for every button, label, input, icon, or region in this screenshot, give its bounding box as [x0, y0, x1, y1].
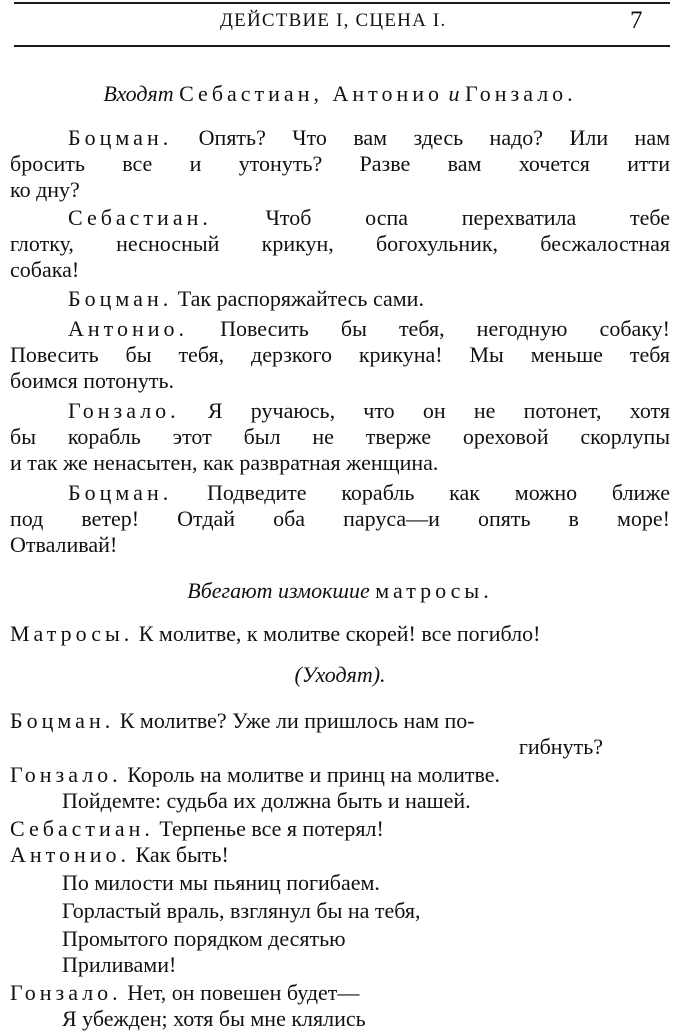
speech-text: Повесить бы тебя, негодную собаку!: [220, 316, 670, 341]
speech-line: [68, 125, 670, 151]
speech-line: и так же ненасытен, как развратная женщина.: [10, 450, 439, 475]
speaker-name: Антонио.: [10, 842, 131, 867]
verse-line: Приливами!: [62, 952, 177, 977]
stage-direction-sailors: [10, 578, 670, 604]
verse-text: Как быть!: [135, 842, 229, 867]
verse-text: Король на молитве и принц на молитве.: [127, 762, 500, 787]
verse-text: Нет, он повешен будет—: [127, 980, 360, 1005]
speech-line: ко дну?: [10, 177, 80, 202]
stage-conjunction: и: [448, 81, 460, 106]
stage-action: Входят: [103, 81, 174, 106]
verse-line: [10, 980, 670, 1006]
speech-text: Я ручаюсь, что он не потонет, хотя: [207, 398, 670, 423]
speech-line: бросить все и утонуть? Разве вам хочется итти: [10, 151, 670, 176]
verse-line: Промытого порядком десятью: [62, 926, 346, 951]
speech-line: под ветер! Отдай оба паруса—и опять в море!: [10, 506, 670, 531]
speech-line: бы корабль этот был не тверже ореховой скорлупы: [10, 424, 670, 449]
speaker-name: Матросы.: [10, 621, 134, 646]
verse-line: [10, 762, 670, 788]
speech-text: Опять? Что вам здесь надо? Или нам: [198, 125, 671, 150]
speech-line: [68, 205, 670, 231]
speech-text: Так распоряжайтесь сами.: [177, 286, 424, 311]
speaker-name: Боцман.: [68, 480, 173, 505]
verse-line: Горластый враль, взглянул бы на тебя,: [62, 898, 421, 923]
speaker-name: Гонзало.: [10, 980, 122, 1005]
speech-line: собака!: [10, 257, 80, 282]
speaker-name: Себастиан.: [68, 205, 212, 230]
speech-line: [68, 316, 670, 342]
speech-text: Чтоб оспа перехватила тебе: [265, 205, 670, 230]
speech-line: [68, 398, 670, 424]
speaker-name: Гонзало.: [68, 398, 180, 423]
verse-line: По милости мы пьяниц погибаем.: [62, 870, 380, 895]
header-top-rule: [14, 2, 670, 4]
character-name: матросы.: [375, 578, 493, 603]
running-head: ДЕЙСТВИЕ I, СЦЕНА I.: [220, 10, 447, 31]
speech-line: [10, 621, 670, 647]
verse-line: [10, 816, 670, 842]
verse-line: [10, 708, 670, 734]
verse-text: Терпенье все я потерял!: [159, 816, 384, 841]
speech-text: К молитве, к молитве скорей! все погибло!: [138, 621, 541, 646]
stage-direction-exit: (Уходят).: [294, 662, 386, 687]
speaker-name: Гонзало.: [10, 762, 122, 787]
stage-direction-enter: [10, 81, 670, 107]
header-bottom-rule: [14, 45, 670, 47]
speech-text: Подведите корабль как можно ближе: [207, 480, 671, 505]
speech-line: Отваливай!: [10, 532, 118, 557]
speaker-name: Себастиан.: [10, 816, 154, 841]
verse-line: [10, 842, 670, 868]
speaker-name: Антонио.: [68, 316, 189, 341]
speaker-name: Боцман.: [68, 286, 173, 311]
speech-line: [68, 286, 670, 312]
verse-line: Пойдемте: судьба их должна быть и нашей.: [62, 788, 471, 813]
verse-line: гибнуть?: [518, 734, 603, 759]
speaker-name: Боцман.: [68, 125, 173, 150]
speech-line: глотку, несносный крикун, богохульник, бесжалостная: [10, 231, 670, 256]
speech-line: [68, 480, 670, 506]
speech-line: Повесить бы тебя, дерзкого крикуна! Мы меньше тебя: [10, 342, 670, 367]
speaker-name: Боцман.: [10, 708, 115, 733]
character-names: Себастиан, Антонио: [179, 81, 443, 106]
character-name: Гонзало.: [465, 81, 577, 106]
stage-action: Вбегают измокшие: [187, 578, 370, 603]
verse-text: К молитве? Уже ли пришлось нам по-: [119, 708, 475, 733]
verse-line: Я убежден; хотя бы мне клялись: [62, 1006, 366, 1031]
page-number: 7: [630, 7, 643, 34]
speech-line: боимся потонуть.: [10, 368, 175, 393]
